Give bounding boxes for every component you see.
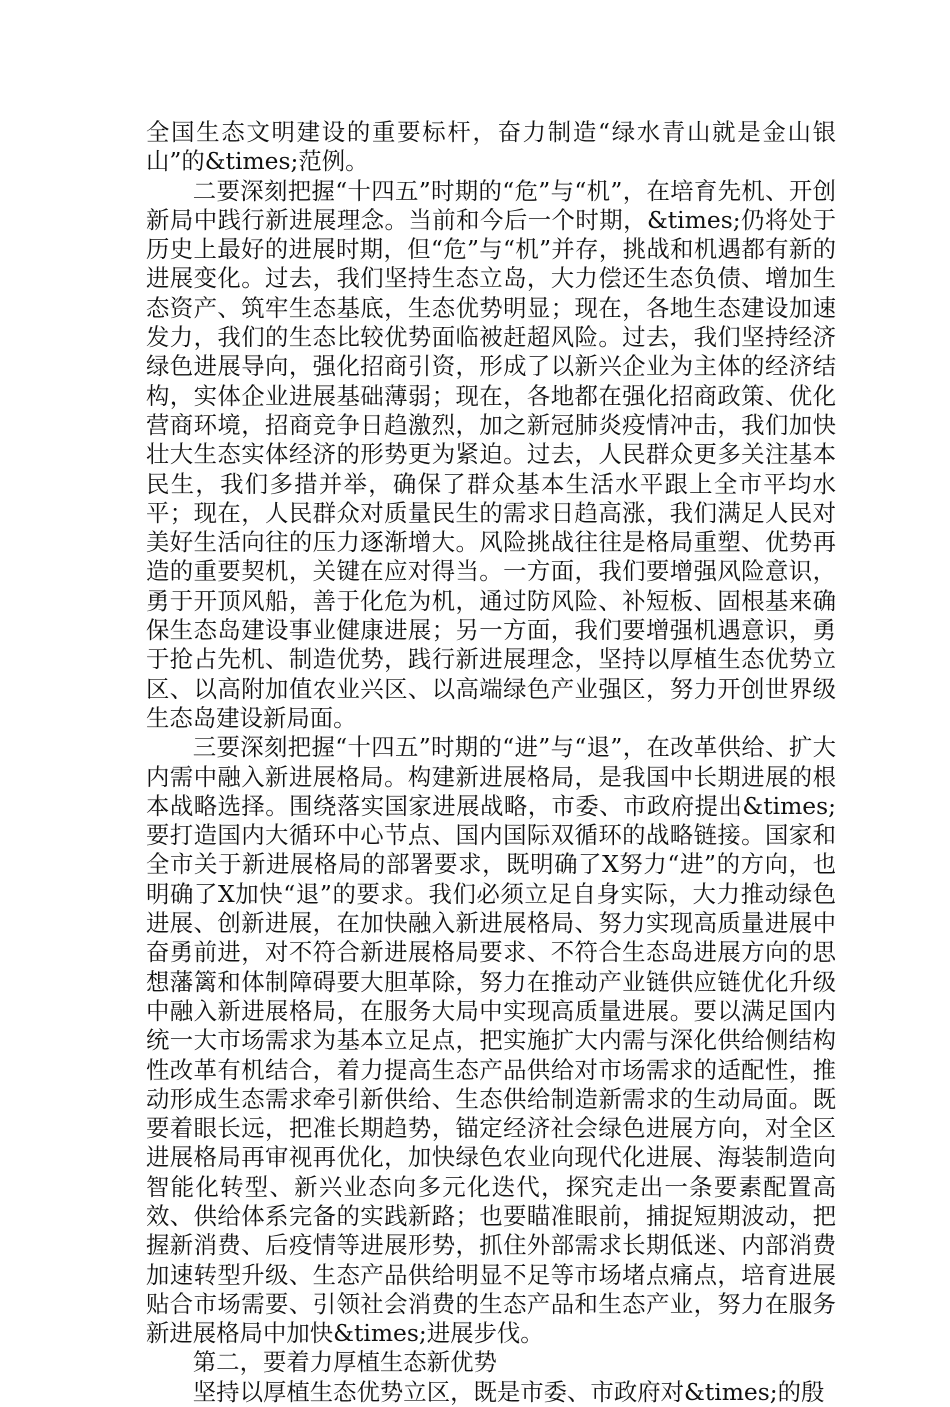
paragraph-section-intro: 坚持以厚植生态优势立区，既是市委、市政府对&times;的殷 <box>192 1377 825 1406</box>
paragraph-continuation: 全国生态文明建设的重要标杆，奋力制造“绿水青山就是金山银山”的&times;范例。 <box>146 118 836 176</box>
section-heading: 第二，要着力厚植生态新优势 <box>192 1348 497 1377</box>
document-body <box>146 118 836 1407</box>
paragraph-second-point: 二要深刻把握“十四五”时期的“危”与“机”，在培育先机、开创新局中践行新进展理念。当前和今后一个时期，&times;仍将处于历史上最好的进展时期，但“危”与“机”并存，挑战和机遇都有新的进展变化。过去，我们坚持生态立岛，大力偿还生态负债、增加生态资产、筑牢生态基底，生态优势明显；现在，各地生态建设加速发力，我们的生态比较优势面临被赶超风险。过去，我们坚持经济绿色进展导向，强化招商引资，形成了以新兴企业为主体的经济结构，实体企业进展基础薄弱；现在，各地都在强化招商政策、优化营商环境，招商竞争日趋激烈，加之新冠肺炎疫情冲击，我们加快壮大生态实体经济的形势更为紧迫。过去，人民群众更多关注基本民生，我们多措并举，确保了群众基本生活水平跟上全市平均水平；现在，人民群众对质量民生的需求日趋高涨，我们满足人民对美好生活向往的压力逐渐增大。风险挑战往往是格局重塑、优势再造的重要契机，关键在应对得当。一方面，我们要增强风险意识，勇于开顶风船，善于化危为机，通过防风险、补短板、固根基来确保生态岛建设事业健康进展；另一方面，我们要增强机遇意识，勇于抢占先机、制造优势，践行新进展理念，坚持以厚植生态优势立区、以高附加值农业兴区、以高端绿色产业强区，努力开创世界级生态岛建设新局面。 <box>146 176 836 732</box>
paragraph-third-point: 三要深刻把握“十四五”时期的“进”与“退”，在改革供给、扩大内需中融入新进展格局。构建新进展格局，是我国中长期进展的根本战略选择。围绕落实国家进展战略，市委、市政府提出&times;要打造国内大循环中心节点、国内国际双循环的战略链接。国家和全市关于新进展格局的部署要求，既明确了X努力“进”的方向，也明确了X加快“退”的要求。我们必须立足自身实际，大力推动绿色进展、创新进展，在加快融入新进展格局、努力实现高质量进展中奋勇前进，对不符合新进展格局要求、不符合生态岛进展方向的思想藩篱和体制障碍要大胆革除，努力在推动产业链供应链优化升级中融入新进展格局，在服务大局中实现高质量进展。要以满足国内统一大市场需求为基本立足点，把实施扩大内需与深化供给侧结构性改革有机结合，着力提高生态产品供给对市场需求的适配性，推动形成生态需求牵引新供给、生态供给制造新需求的生动局面。既要着眼长远，把准长期趋势，锚定经济社会绿色进展方向，对全区进展格局再审视再优化，加快绿色农业向现代化进展、海装制造向智能化转型、新兴业态向多元化迭代，探究走出一条要素配置高效、供给体系完备的实践新路；也要瞄准眼前，捕捉短期波动，把握新消费、后疫情等进展形势，抓住外部需求长期低迷、内部消费加速转型升级、生态产品供给明显不足等市场堵点痛点，培育进展贴合市场需要、引领社会消费的生态产品和生态产业，努力在服务新进展格局中加快&times;进展步伐。 <box>146 733 836 1348</box>
